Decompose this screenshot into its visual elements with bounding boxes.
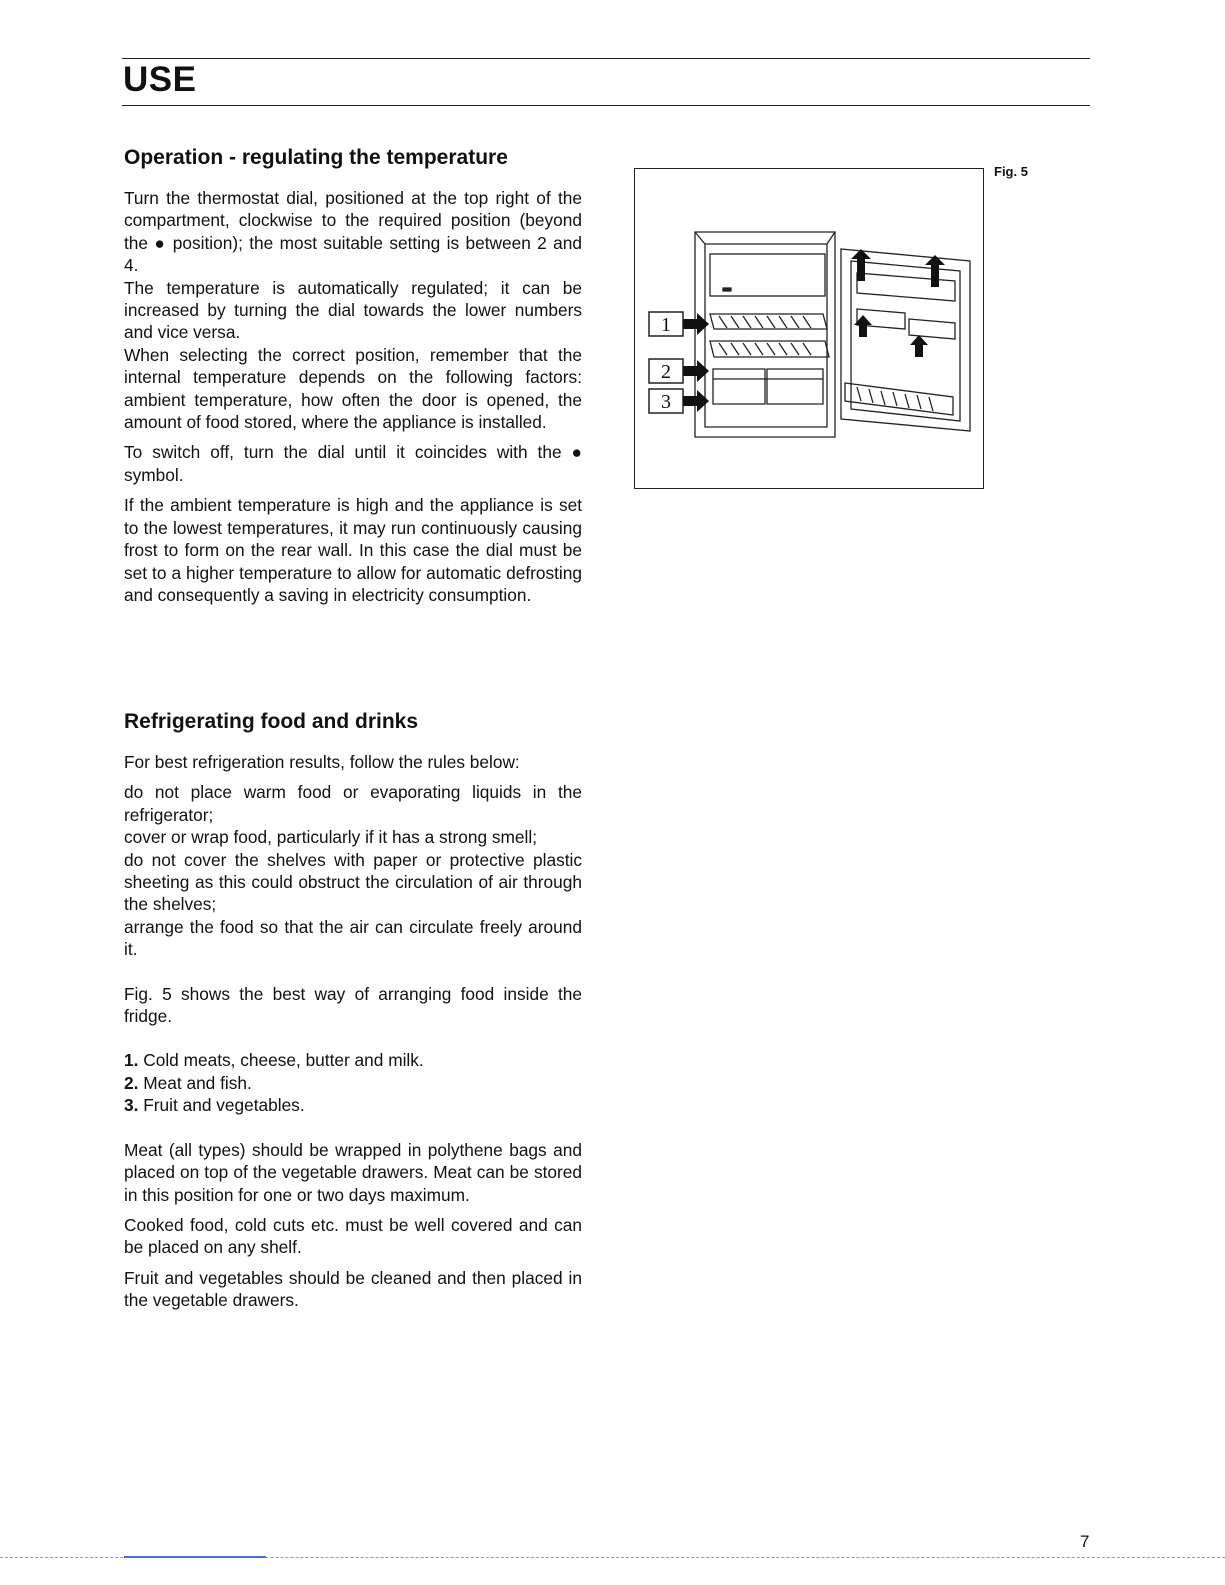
page-number: 7 <box>1080 1532 1090 1551</box>
operation-paragraph-1: Turn the thermostat dial, positioned at the top right of the compartment, clockwise to the required position (beyond the ● position); the most suitable setting is between 2 and 4. <box>124 188 582 276</box>
fridge-figure <box>634 168 984 489</box>
list-item <box>124 1094 582 1116</box>
marker-3: 3 <box>661 391 671 413</box>
list-item: arrange the food so that the air can circulate freely around it. <box>124 916 582 960</box>
marker-2: 2 <box>661 361 671 383</box>
item-text: Cold meats, cheese, butter and milk. <box>143 1050 424 1071</box>
operation-paragraph-3: When selecting the correct position, remember that the internal temperature depends on the following factors: ambient temperature, how often the door is opened, the amount of food stored, where the appliance is installed. <box>124 344 582 433</box>
section-title: USE <box>123 60 197 99</box>
item-number: 2. <box>124 1072 139 1093</box>
title-underline <box>122 105 1090 106</box>
list-item: do not place warm food or evaporating liquids in the refrigerator; <box>124 782 582 825</box>
list-item: cover or wrap food, particularly if it has a strong smell; <box>124 827 537 848</box>
marker-1: 1 <box>661 314 671 336</box>
item-number: 1. <box>124 1050 139 1071</box>
fridge-illustration <box>635 169 982 487</box>
arrow-up-icon <box>925 255 945 287</box>
rules-list <box>124 781 582 960</box>
top-rule <box>122 58 1090 59</box>
left-vegetable-drawer <box>713 369 765 404</box>
refrigerating-heading: Refrigerating food and drinks <box>124 710 419 733</box>
arrow-up-icon <box>910 335 928 357</box>
shelf-markers <box>649 312 683 413</box>
figure-reference: Fig. 5 shows the best way of arranging food inside the fridge. <box>124 983 582 1027</box>
operation-section <box>124 146 582 606</box>
fridge-cabinet <box>695 232 835 437</box>
door-butter-compartment <box>857 273 955 301</box>
numbered-list <box>124 1049 582 1116</box>
cooked-food-paragraph: Cooked food, cold cuts etc. must be well covered and can be placed on any shelf. <box>124 1214 582 1258</box>
item-number: 3. <box>124 1095 139 1116</box>
meat-paragraph: Meat (all types) should be wrapped in polythene bags and placed on top of the vegetable drawers. Meat can be stored in this position for one or two days maximum. <box>124 1139 582 1205</box>
bottom-link-underline <box>124 1556 266 1558</box>
operation-paragraph-2: The temperature is automatically regulated; it can be increased by turning the dial towards the lower numbers and vice versa. <box>124 277 582 343</box>
figure-label: Fig. 5 <box>994 164 1028 179</box>
operation-heading: Operation - regulating the temperature <box>124 146 508 169</box>
list-item: do not cover the shelves with paper or protective plastic sheeting as this could obstruct the circulation of air through the shelves; <box>124 849 582 915</box>
arrow-up-icon <box>851 249 871 281</box>
list-item <box>124 1072 582 1094</box>
refrigerating-section <box>124 710 582 1312</box>
fruit-paragraph: Fruit and vegetables should be cleaned and then placed in the vegetable drawers. <box>124 1267 582 1311</box>
item-text: Meat and fish. <box>143 1072 252 1093</box>
operation-paragraph-4: To switch off, turn the dial until it coincides with the ● symbol. <box>124 442 582 485</box>
operation-paragraph-5: If the ambient temperature is high and the appliance is set to the lowest temperatures, it may run continuously causing frost to form on the rear wall. In this case the dial must be set to a higher temperature to allow for automatic defrosting and consequently a saving in electricity consumption. <box>124 495 582 605</box>
refrigerating-intro: For best refrigeration results, follow the rules below: <box>124 752 520 772</box>
right-vegetable-drawer <box>767 369 823 404</box>
item-text: Fruit and vegetables. <box>143 1095 305 1116</box>
list-item <box>124 1049 582 1071</box>
